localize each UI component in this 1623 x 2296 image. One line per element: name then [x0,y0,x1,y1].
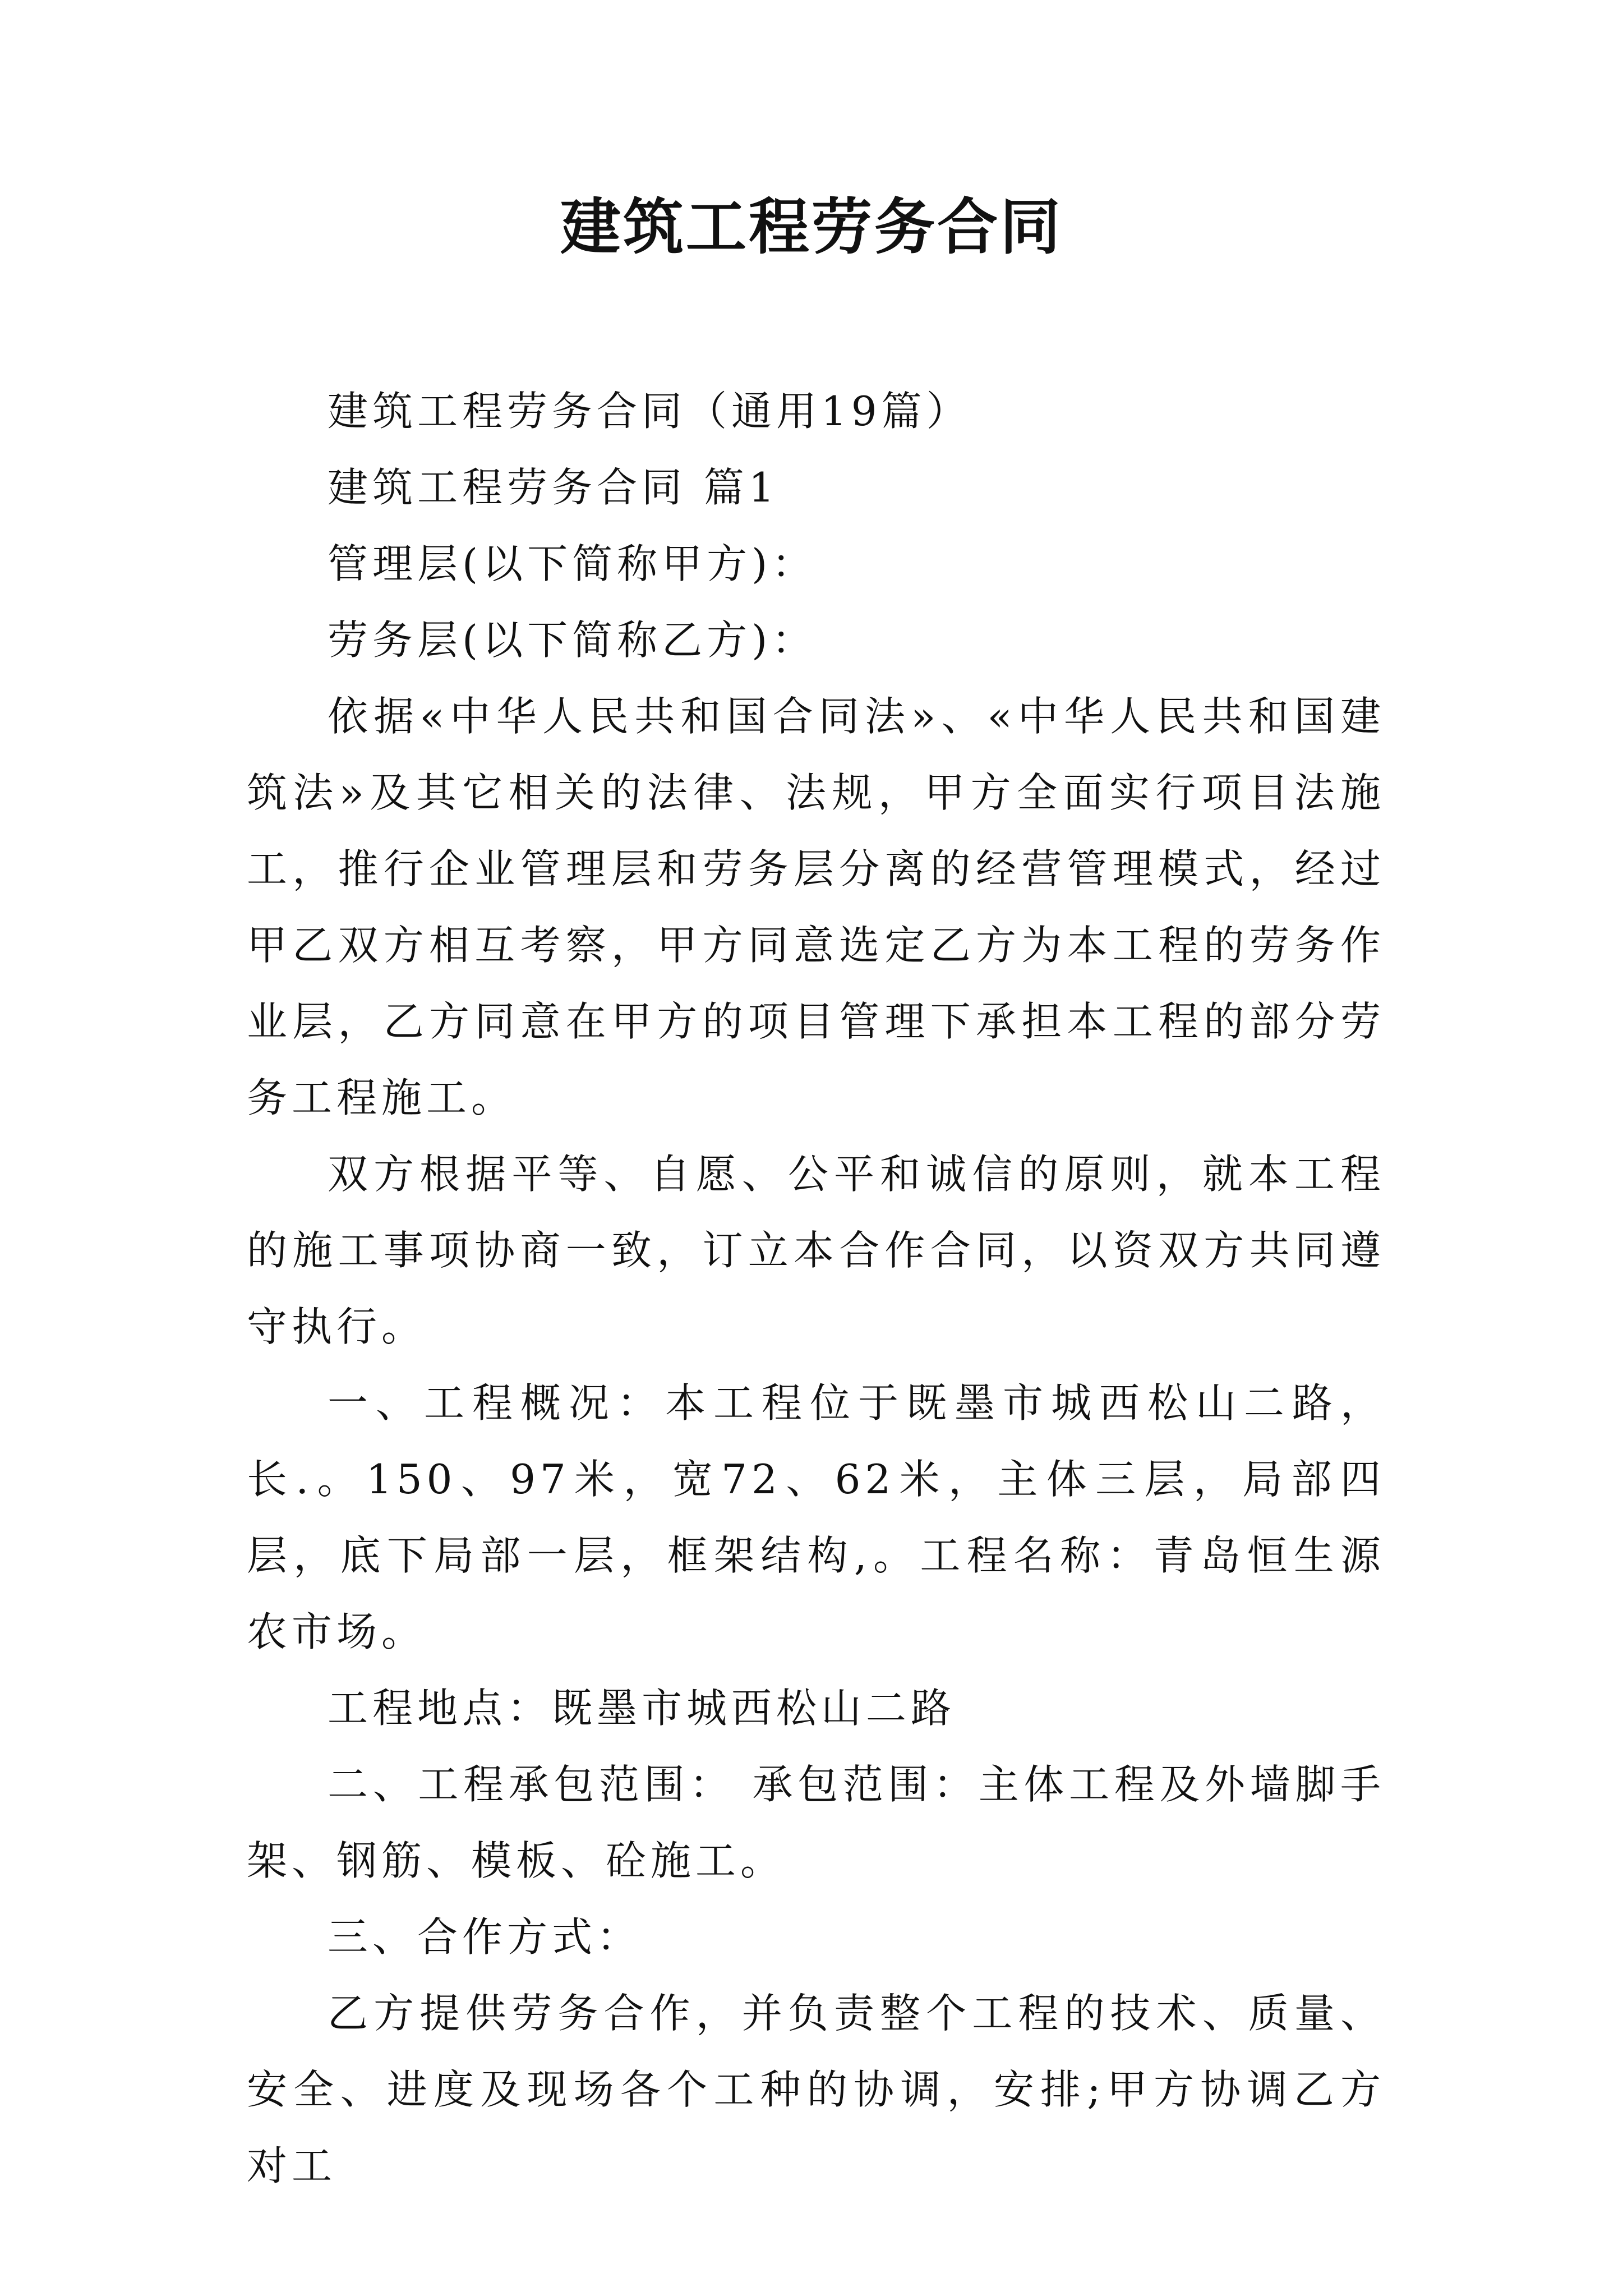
paragraph-cooperation-heading: 三、合作方式： [328,1913,642,1961]
paragraph-party-a: 管理层(以下简称甲方)： [328,540,817,587]
paragraph-project-location: 工程地点：既墨市城西松山二路 [328,1685,956,1732]
paragraph-contract-scope: 二、工程承包范围： 承包范围：主体工程及外墙脚手架、钢筋、模板、砼施工。 [247,1761,1385,1884]
paragraph-legal-basis: 依据«中华人民共和国合同法»、«中华人民共和国建筑法»及其它相关的法律、法规，甲方全面实行项目法施工，推行企业管理层和劳务层分离的经营管理模式，经过甲乙双方相互考察，甲方同意选定乙方为本工程的劳务作业层，乙方同意在甲方的项目管理下承担本工程的部分劳务工程施工。 [247,693,1385,1121]
paragraph-subtitle: 建筑工程劳务合同（通用19篇） [328,388,971,435]
paragraph-project-overview: 一、工程概况：本工程位于既墨市城西松山二路，长.。150、97米，宽72、62米，主体三层，局部四层，底下局部一层，框架结构,。工程名称：青岛恒生源农市场。 [247,1379,1385,1655]
paragraph-chapter-heading: 建筑工程劳务合同 篇1 [328,464,779,511]
document-body [247,373,1385,2204]
paragraph-principles: 双方根据平等、自愿、公平和诚信的原则，就本工程的施工事项协商一致，订立本合作合同，以资双方共同遵守执行。 [247,1151,1385,1350]
paragraph-party-b: 劳务层(以下简称乙方)： [328,616,817,664]
paragraph-cooperation-detail: 乙方提供劳务合作，并负责整个工程的技术、质量、安全、进度及现场各个工种的协调，安排;甲方协调乙方对工 [247,1990,1385,2189]
document-title: 建筑工程劳务合同 [560,192,1063,263]
